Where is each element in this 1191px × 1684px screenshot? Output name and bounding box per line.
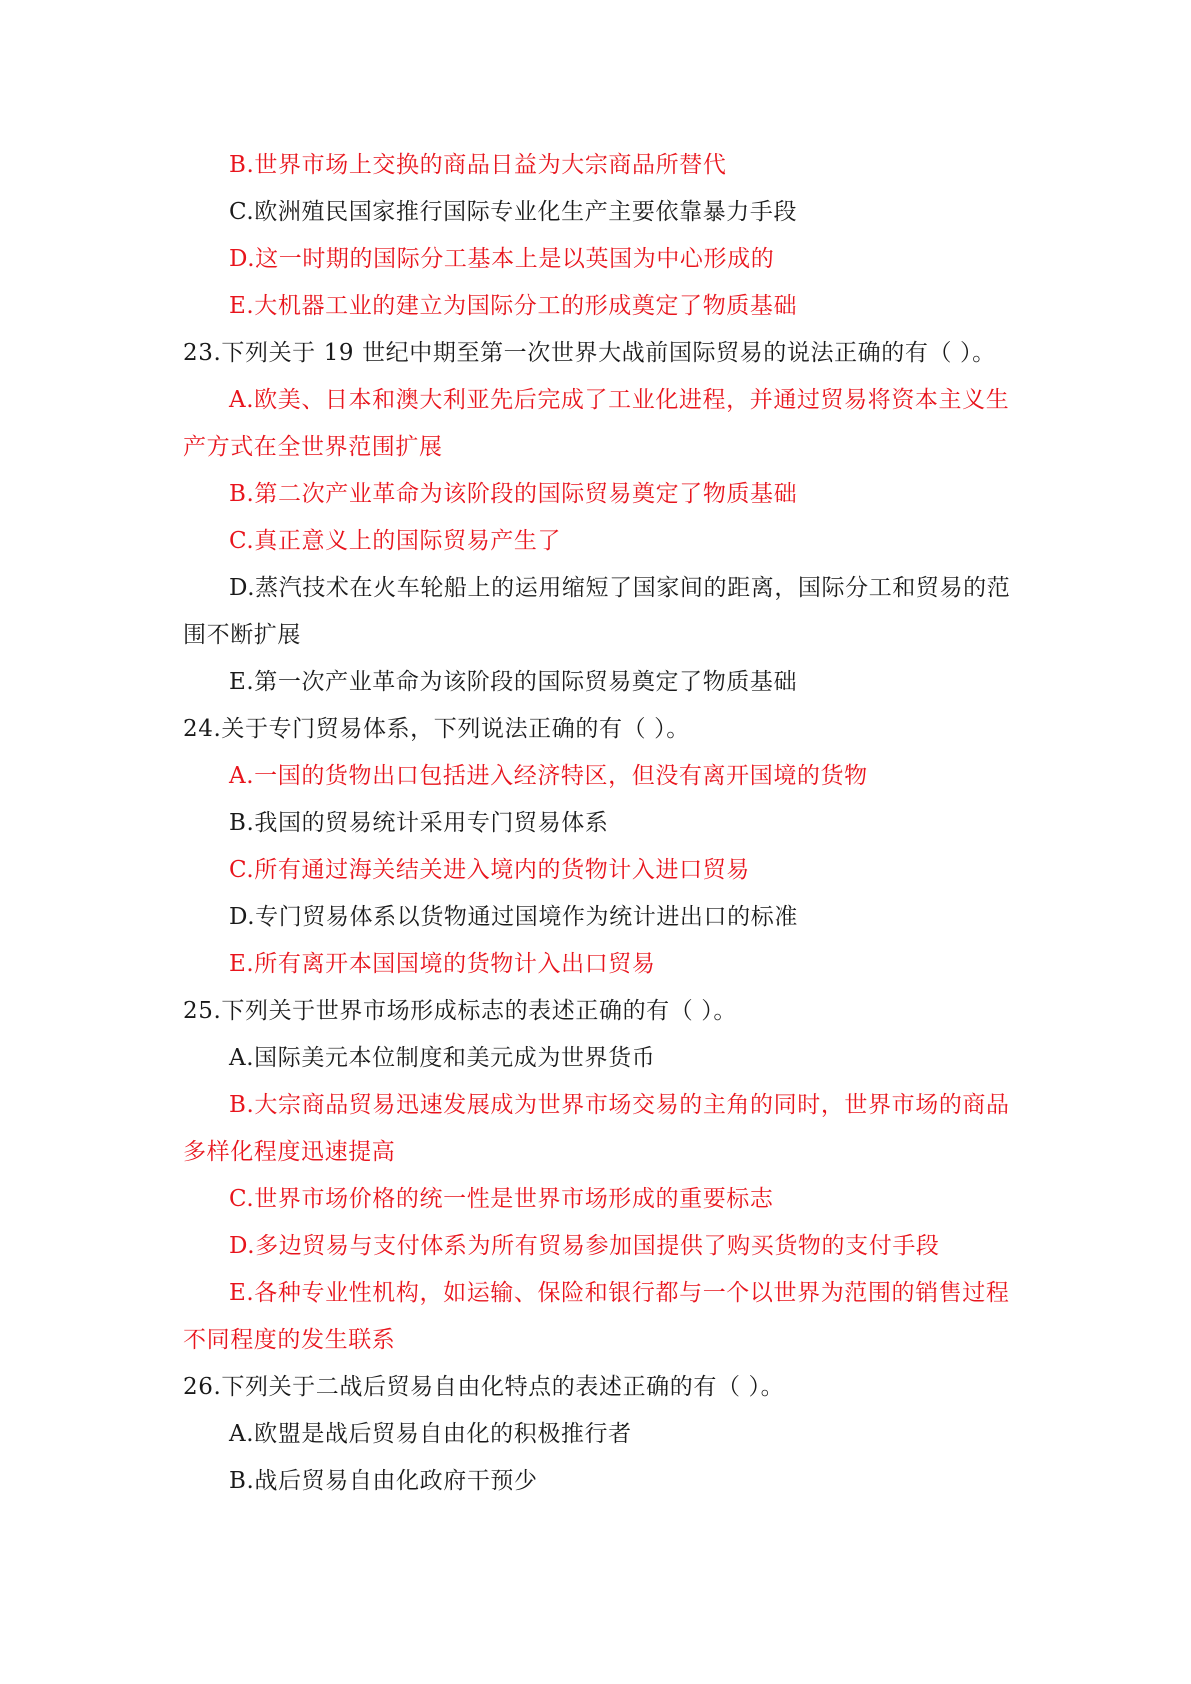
question-24: 24.关于专门贸易体系，下列说法正确的有（ ）。 [183,716,690,742]
question-23: 23.下列关于 19 世纪中期至第一次世界大战前国际贸易的说法正确的有（ ）。 [183,340,996,366]
option-25-c: C.世界市场价格的统一性是世界市场形成的重要标志 [229,1186,774,1212]
option-22-e: E.大机器工业的建立为国际分工的形成奠定了物质基础 [229,293,798,319]
option-23-c: C.真正意义上的国际贸易产生了 [229,528,562,554]
option-24-e: E.所有离开本国国境的货物计入出口贸易 [229,951,656,977]
option-24-a: A.一国的货物出口包括进入经济特区，但没有离开国境的货物 [229,763,868,789]
option-26-b: B.战后贸易自由化政府干预少 [229,1468,538,1494]
option-23-a: A.欧美、日本和澳大利亚先后完成了工业化进程，并通过贸易将资本主义生产方式在全世界范围扩展 [183,387,1010,460]
option-25-a: A.国际美元本位制度和美元成为世界货币 [229,1045,656,1071]
option-22-c: C.欧洲殖民国家推行国际专业化生产主要依靠暴力手段 [229,199,798,225]
option-22-d: D.这一时期的国际分工基本上是以英国为中心形成的 [229,246,775,272]
option-24-d: D.专门贸易体系以货物通过国境作为统计进出口的标准 [229,904,798,930]
option-22-b: B.世界市场上交换的商品日益为大宗商品所替代 [229,152,727,178]
option-24-b: B.我国的贸易统计采用专门贸易体系 [229,810,609,836]
option-24-c: C.所有通过海关结关进入境内的货物计入进口贸易 [229,857,750,883]
option-25-d: D.多边贸易与支付体系为所有贸易参加国提供了购买货物的支付手段 [229,1233,940,1259]
option-25-b: B.大宗商品贸易迅速发展成为世界市场交易的主角的同时，世界市场的商品多样化程度迅速提高 [183,1092,1010,1165]
document-page [183,142,1023,1505]
question-25: 25.下列关于世界市场形成标志的表述正确的有（ ）。 [183,998,737,1024]
question-26: 26.下列关于二战后贸易自由化特点的表述正确的有（ ）。 [183,1374,785,1400]
option-23-b: B.第二次产业革命为该阶段的国际贸易奠定了物质基础 [229,481,798,507]
option-23-e: E.第一次产业革命为该阶段的国际贸易奠定了物质基础 [229,669,798,695]
option-26-a: A.欧盟是战后贸易自由化的积极推行者 [229,1421,632,1447]
option-25-e: E.各种专业性机构，如运输、保险和银行都与一个以世界为范围的销售过程不同程度的发生联系 [183,1280,1010,1353]
option-23-d: D.蒸汽技术在火车轮船上的运用缩短了国家间的距离，国际分工和贸易的范围不断扩展 [183,575,1011,648]
